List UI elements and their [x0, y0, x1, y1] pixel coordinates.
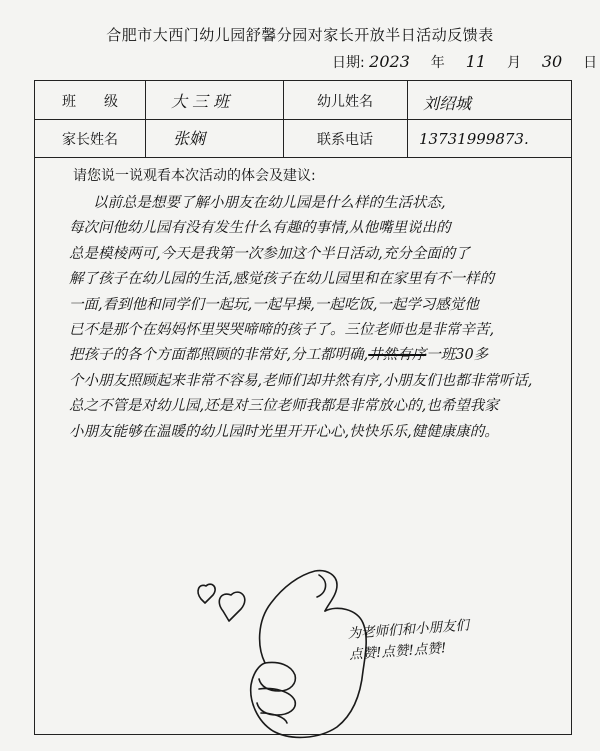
- date-label: 日期:: [332, 55, 365, 71]
- date-day: 30: [541, 52, 563, 71]
- feedback-line: 总是模棱两可,今天是我第一次参加这个半日活动,充分全面的了: [69, 245, 470, 262]
- feedback-line-7: [69, 343, 567, 368]
- date-day-unit: 日: [583, 55, 598, 71]
- row-divider: [35, 119, 571, 120]
- child-name-value: 刘绍城: [423, 94, 472, 113]
- feedback-line: 总之不管是对幼儿园,还是对三位老师我都是非常放心的,也希望我家: [69, 398, 499, 415]
- parent-name-value: 张娴: [173, 129, 206, 148]
- signoff-line-1: 为老师们和小朋友们: [347, 617, 470, 642]
- feedback-line: 个小朋友照顾起来非常不容易,老师们却井然有序,小朋友们也都非常听话,: [69, 372, 533, 389]
- feedback-line: 以前总是想要了解小朋友在幼儿园是什么样的生活状态,: [93, 195, 446, 211]
- date-year: 2023: [369, 52, 410, 71]
- large-heart-icon: [219, 592, 245, 621]
- small-heart-icon: [198, 584, 215, 603]
- column-divider: [407, 81, 408, 157]
- phone-value: 13731999873.: [419, 130, 529, 148]
- finger-line: [259, 663, 295, 692]
- feedback-line: 一面,看到他和同学们一起玩,一起早操,一起吃饭,一起学习感觉他: [69, 296, 479, 313]
- class-label: 班 级: [62, 94, 118, 110]
- parent-name-label: 家长姓名: [62, 132, 118, 148]
- date-row: [332, 52, 597, 72]
- feedback-line-text: 把孩子的各个方面都照顾的非常好,分工都明确,: [69, 347, 369, 364]
- feedback-line: 已不是那个在妈妈怀里哭哭啼啼的孩子了。三位老师也是非常辛苦,: [69, 322, 495, 339]
- feedback-line: 小朋友能够在温暖的幼儿园时光里开开心心,快快乐乐,健健康康的。: [69, 423, 499, 440]
- feedback-line-tail: 一班30多: [426, 347, 489, 364]
- feedback-line: 解了孩子在幼儿园的生活,感觉孩子在幼儿园里和在家里有不一样的: [69, 271, 495, 288]
- date-month: 11: [465, 52, 487, 71]
- date-year-unit: 年: [430, 55, 445, 71]
- row-divider: [35, 157, 571, 158]
- date-month-unit: 月: [506, 55, 521, 71]
- signoff-line-2: 点赞!点赞!点赞!: [348, 640, 447, 663]
- phone-label: 联系电话: [317, 132, 373, 148]
- feedback-table: [34, 80, 572, 735]
- feedback-line: 每次问他幼儿园有没有发生什么有趣的事情,从他嘴里说出的: [69, 220, 451, 237]
- feedback-prompt: 请您说一说观看本次活动的体会及建议:: [73, 168, 316, 184]
- page-title: 合肥市大西门幼儿园舒馨分园对家长开放半日活动反馈表: [106, 26, 494, 44]
- child-name-label: 幼儿姓名: [317, 94, 373, 110]
- finger-line: [257, 689, 295, 716]
- class-value: 大 三 班: [171, 92, 230, 111]
- thumb-crease: [317, 575, 326, 597]
- crossed-out-text: 井然有序: [368, 347, 427, 364]
- signoff: [347, 616, 471, 666]
- column-divider: [145, 81, 146, 157]
- feedback-text: [69, 191, 567, 445]
